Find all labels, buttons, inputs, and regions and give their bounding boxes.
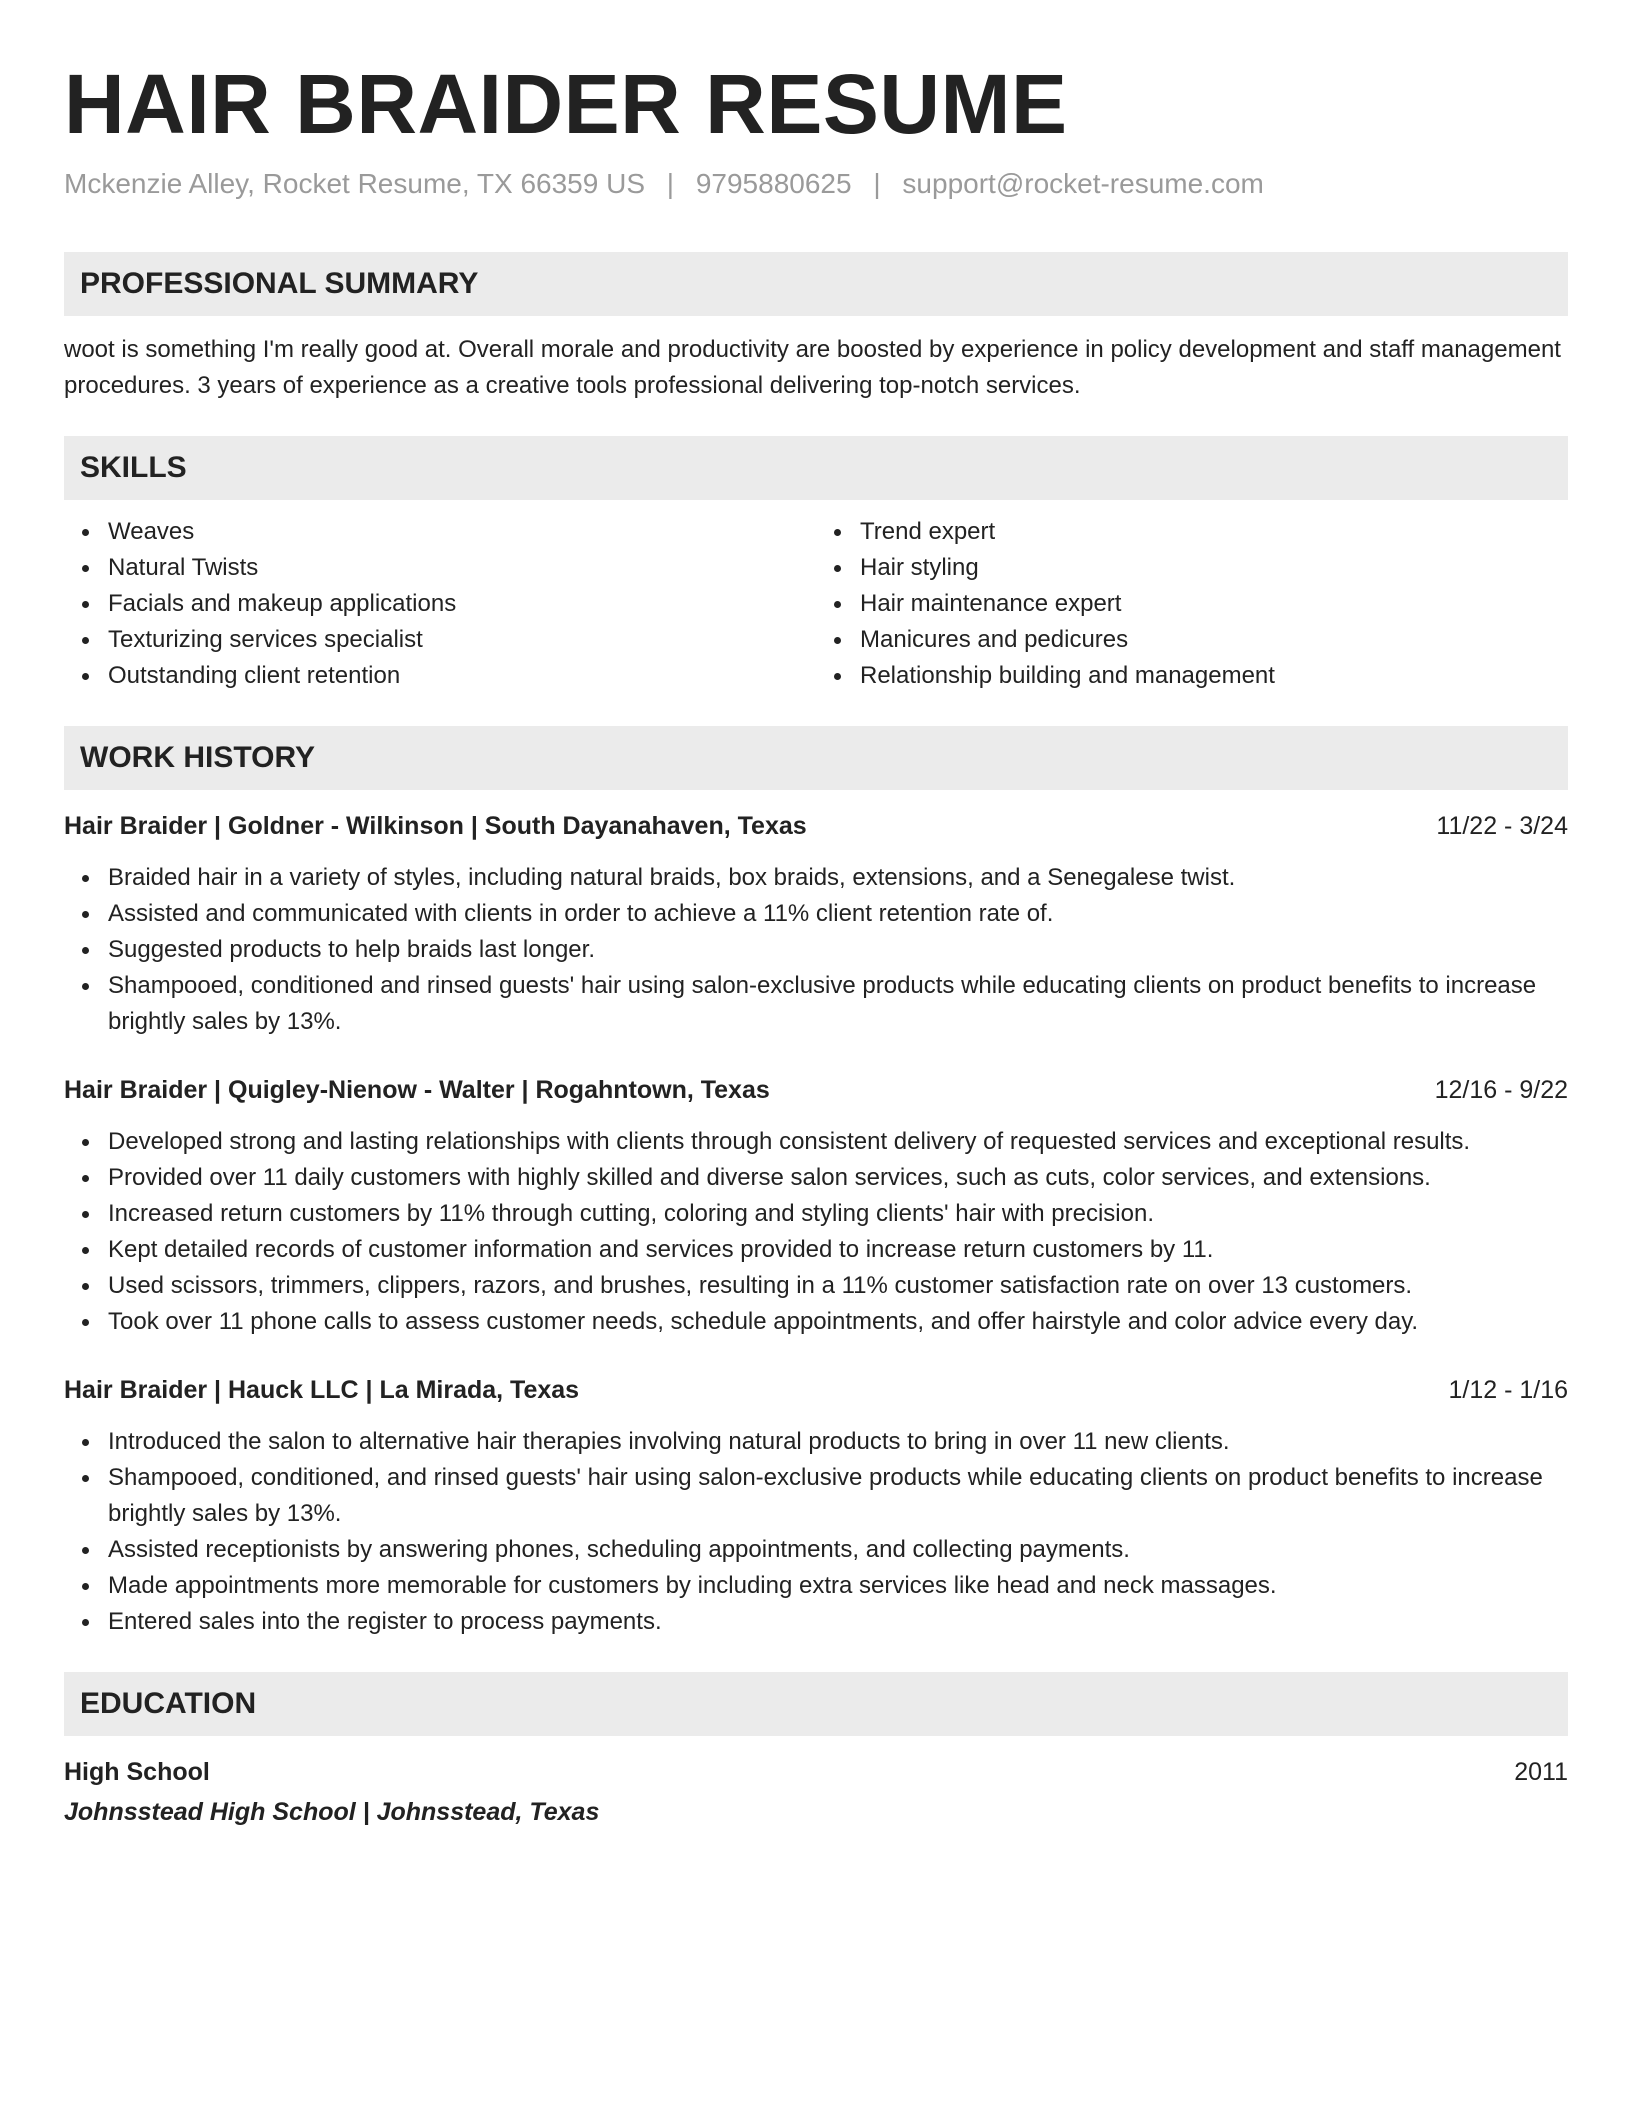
job-bullet: Took over 11 phone calls to assess customer needs, schedule appointments, and offer hairstyle and color advice every day.: [108, 1304, 1568, 1340]
skill-item: Outstanding client retention: [108, 658, 816, 694]
job-heading-line: [64, 1372, 1568, 1408]
education-heading-line: [64, 1754, 1568, 1790]
job-bullets: [64, 1124, 1568, 1340]
job-heading-line: [64, 1072, 1568, 1108]
work-history-section-header: WORK HISTORY: [64, 726, 1568, 790]
job-dates: 11/22 - 3/24: [1436, 812, 1568, 840]
job-entry: [64, 1372, 1568, 1640]
job-bullet: Kept detailed records of customer information and services provided to increase return customers by 11.: [108, 1232, 1568, 1268]
skill-item: Facials and makeup applications: [108, 586, 816, 622]
job-heading-line: [64, 808, 1568, 844]
skill-item: Relationship building and management: [860, 658, 1568, 694]
skill-item: Weaves: [108, 514, 816, 550]
job-bullet: Shampooed, conditioned and rinsed guests' hair using salon-exclusive products while educating clients on product benefits to increase brightly sales by 13%.: [108, 968, 1568, 1040]
skills-grid: [64, 514, 1568, 694]
contact-line: [64, 166, 1568, 202]
skill-item: Hair maintenance expert: [860, 586, 1568, 622]
skill-item: Natural Twists: [108, 550, 816, 586]
job-bullets: [64, 860, 1568, 1040]
education-degree: High School: [64, 1758, 210, 1786]
education-year: 2011: [1514, 1758, 1568, 1786]
summary-section-header: PROFESSIONAL SUMMARY: [64, 252, 1568, 316]
job-dates: 1/12 - 1/16: [1448, 1376, 1568, 1404]
skills-column-right: [816, 514, 1568, 694]
skill-item: Manicures and pedicures: [860, 622, 1568, 658]
summary-text: woot is something I'm really good at. Overall morale and productivity are boosted by experience in policy development and staff management procedures. 3 years of experience as a creative tools professional delivering top-notch services.: [64, 336, 1561, 399]
job-bullet: Braided hair in a variety of styles, including natural braids, box braids, extensions, and a Senegalese twist.: [108, 860, 1568, 896]
job-bullet: Introduced the salon to alternative hair therapies involving natural products to bring in over 11 new clients.: [108, 1424, 1568, 1460]
contact-separator: |: [873, 168, 881, 199]
job-title: Hair Braider | Goldner - Wilkinson | South Dayanahaven, Texas: [64, 812, 807, 840]
job-bullets: [64, 1424, 1568, 1640]
job-title: Hair Braider | Hauck LLC | La Mirada, Texas: [64, 1376, 580, 1404]
job-title: Hair Braider | Quigley-Nienow - Walter | Rogahntown, Texas: [64, 1076, 770, 1104]
job-dates: 12/16 - 9/22: [1434, 1076, 1568, 1104]
education-school: Johnsstead High School | Johnsstead, Texas: [64, 1798, 600, 1826]
contact-address: Mckenzie Alley, Rocket Resume, TX 66359 US: [64, 168, 645, 199]
skill-item: Trend expert: [860, 514, 1568, 550]
skills-column-left: [64, 514, 816, 694]
job-bullet: Provided over 11 daily customers with highly skilled and diverse salon services, such as cuts, color services, and extensions.: [108, 1160, 1568, 1196]
skill-item: Hair styling: [860, 550, 1568, 586]
skills-section-header: SKILLS: [64, 436, 1568, 500]
job-bullet: Shampooed, conditioned, and rinsed guests' hair using salon-exclusive products while educating clients on product benefits to increase brightly sales by 13%.: [108, 1460, 1568, 1532]
job-bullet: Made appointments more memorable for customers by including extra services like head and neck massages.: [108, 1568, 1568, 1604]
job-bullet: Used scissors, trimmers, clippers, razors, and brushes, resulting in a 11% customer satisfaction rate on over 13 customers.: [108, 1268, 1568, 1304]
contact-phone: 9795880625: [695, 168, 852, 199]
contact-email: support@rocket-resume.com: [902, 168, 1264, 199]
job-bullet: Increased return customers by 11% through cutting, coloring and styling clients' hair with precision.: [108, 1196, 1568, 1232]
skill-item: Texturizing services specialist: [108, 622, 816, 658]
job-bullet: Assisted receptionists by answering phones, scheduling appointments, and collecting payments.: [108, 1532, 1568, 1568]
job-bullet: Assisted and communicated with clients in order to achieve a 11% client retention rate of.: [108, 896, 1568, 932]
job-bullet: Developed strong and lasting relationships with clients through consistent delivery of requested services and exceptional results.: [108, 1124, 1568, 1160]
job-entry: [64, 1072, 1568, 1340]
contact-separator: |: [666, 168, 675, 199]
job-entry: [64, 808, 1568, 1040]
job-bullet: Suggested products to help braids last longer.: [108, 932, 1568, 968]
resume-title: HAIR BRAIDER RESUME: [64, 57, 1068, 151]
job-bullet: Entered sales into the register to process payments.: [108, 1604, 1568, 1640]
education-section-header: EDUCATION: [64, 1672, 1568, 1736]
